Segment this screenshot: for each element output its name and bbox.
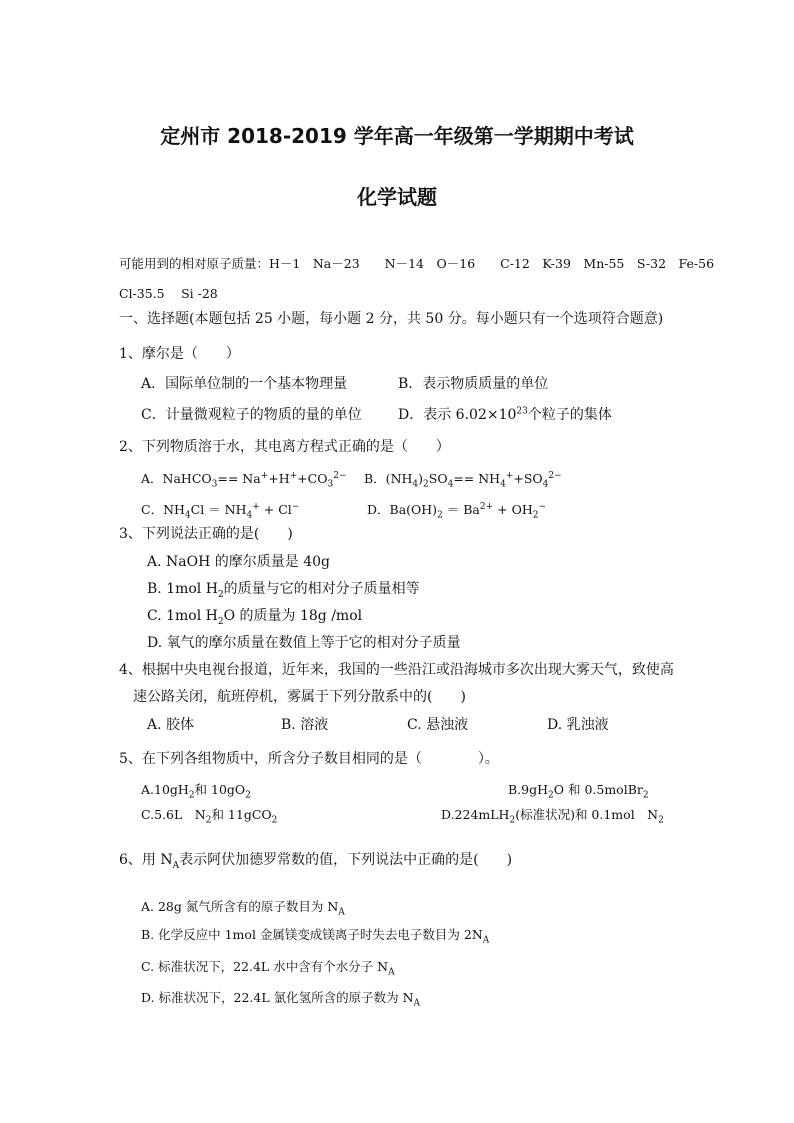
question-1-option-a: A．国际单位制的一个基本物理量 <box>141 376 348 392</box>
question-1-option-c: C．计量微观粒子的物质的量的单位 <box>141 407 362 423</box>
question-5-option-d: D.224mLH$_2$(标准状况)和 0.1mol $N_2$ <box>441 807 664 826</box>
question-4-option-c: C. 悬浊液 <box>407 717 469 733</box>
question-4-stem: 4、根据中央电视台报道，近年来，我国的一些沿江或沿海城市多次出现大雾天气，致使高 <box>119 662 674 678</box>
question-3-option-d: D. 氧气的摩尔质量在数值上等于它的相对分子质量 <box>147 635 461 651</box>
atomic-masses-line-1: 可能用到的相对原子质量：H－1 Na－23 N－14 O－16 C-12 K-39 Mn-55 S-32 Fe-56 <box>119 256 715 271</box>
question-1-option-d <box>398 406 612 424</box>
question-4-option-a: A. 胶体 <box>147 717 195 733</box>
question-4-option-b: B. 溶液 <box>281 717 329 733</box>
question-2-option-c: C．$NH_4Cl = NH_4^+ + Cl^-$ <box>141 501 300 521</box>
q1-d-exponent: 23 <box>516 406 528 417</box>
question-6-option-c: C. 标准状况下，22.4L 水中含有个水分子 $N_A$ <box>141 959 395 978</box>
question-1-stem: 1、摩尔是（ ） <box>119 346 240 362</box>
question-2-stem: 2、下列物质溶于水，其电离方程式正确的是（ ） <box>119 439 450 455</box>
question-6-stem: 6、用 $N_A$表示阿伏加德罗常数的值，下列说法中正确的是( ) <box>119 852 513 871</box>
question-2-option-a: A．NaHCO$_3$== $Na^++H^++CO_3^{2-}$ <box>141 470 347 490</box>
question-6-option-a: A. 28g 氮气所含有的原子数目为 $N_A$ <box>141 899 345 918</box>
q1-d-text: D．表示 6.02×10 <box>398 407 517 423</box>
question-3-stem: 3、下列说法正确的是( ) <box>119 526 293 542</box>
q1-d-text-end: 个粒子的集体 <box>527 407 612 423</box>
question-3-option-a: A. NaOH 的摩尔质量是 40g <box>147 554 330 570</box>
question-6-option-d: D. 标准状况下，22.4L 氯化氢所含的原子数为 $N_A$ <box>141 990 421 1009</box>
question-1-option-b: B．表示物质质量的单位 <box>398 376 549 392</box>
section-heading: 一、选择题(本题包括 25 小题，每小题 2 分，共 50 分。每小题只有一个选项符合题意) <box>119 311 664 327</box>
question-5-option-b: $B.9gH_2O$ 和 0.5molBr$_2$ <box>508 782 649 801</box>
question-6-option-b: B. 化学反应中 1mol 金属镁变成镁离子时失去电子数目为 $2N_A$ <box>141 927 490 946</box>
question-5-stem: 5、在下列各组物质中，所含分子数目相同的是（ ）。 <box>119 751 499 767</box>
exam-subtitle: 化学试题 <box>357 185 437 209</box>
question-2-option-b: B．$(NH_4)_2SO_4== NH_4^++SO_4^{2-}$ <box>364 470 562 490</box>
exam-title: 定州市 2018-2019 学年高一年级第一学期期中考试 <box>160 124 634 148</box>
atomic-masses-line-2: Cl-35.5 Si -28 <box>119 286 218 301</box>
question-3-option-b: B. 1mol $H_2$的质量与它的相对分子质量相等 <box>147 581 420 600</box>
question-3-option-c: C. 1mol $H_2O$ 的质量为 18g /mol <box>147 608 363 627</box>
question-4-option-d: D. 乳浊液 <box>547 717 609 733</box>
question-4-stem-continued: 速公路关闭，航班停机，雾属于下列分散系中的( ) <box>133 689 466 705</box>
question-5-option-c: C.5.6L $N_2$和 11gCO$_2$ <box>141 807 278 826</box>
question-5-option-a: $A.10gH_2$和 $10gO_2$ <box>141 782 251 801</box>
question-2-option-d: D．$Ba(OH)_2 = Ba^{2+} + OH_2^-$ <box>367 501 547 521</box>
